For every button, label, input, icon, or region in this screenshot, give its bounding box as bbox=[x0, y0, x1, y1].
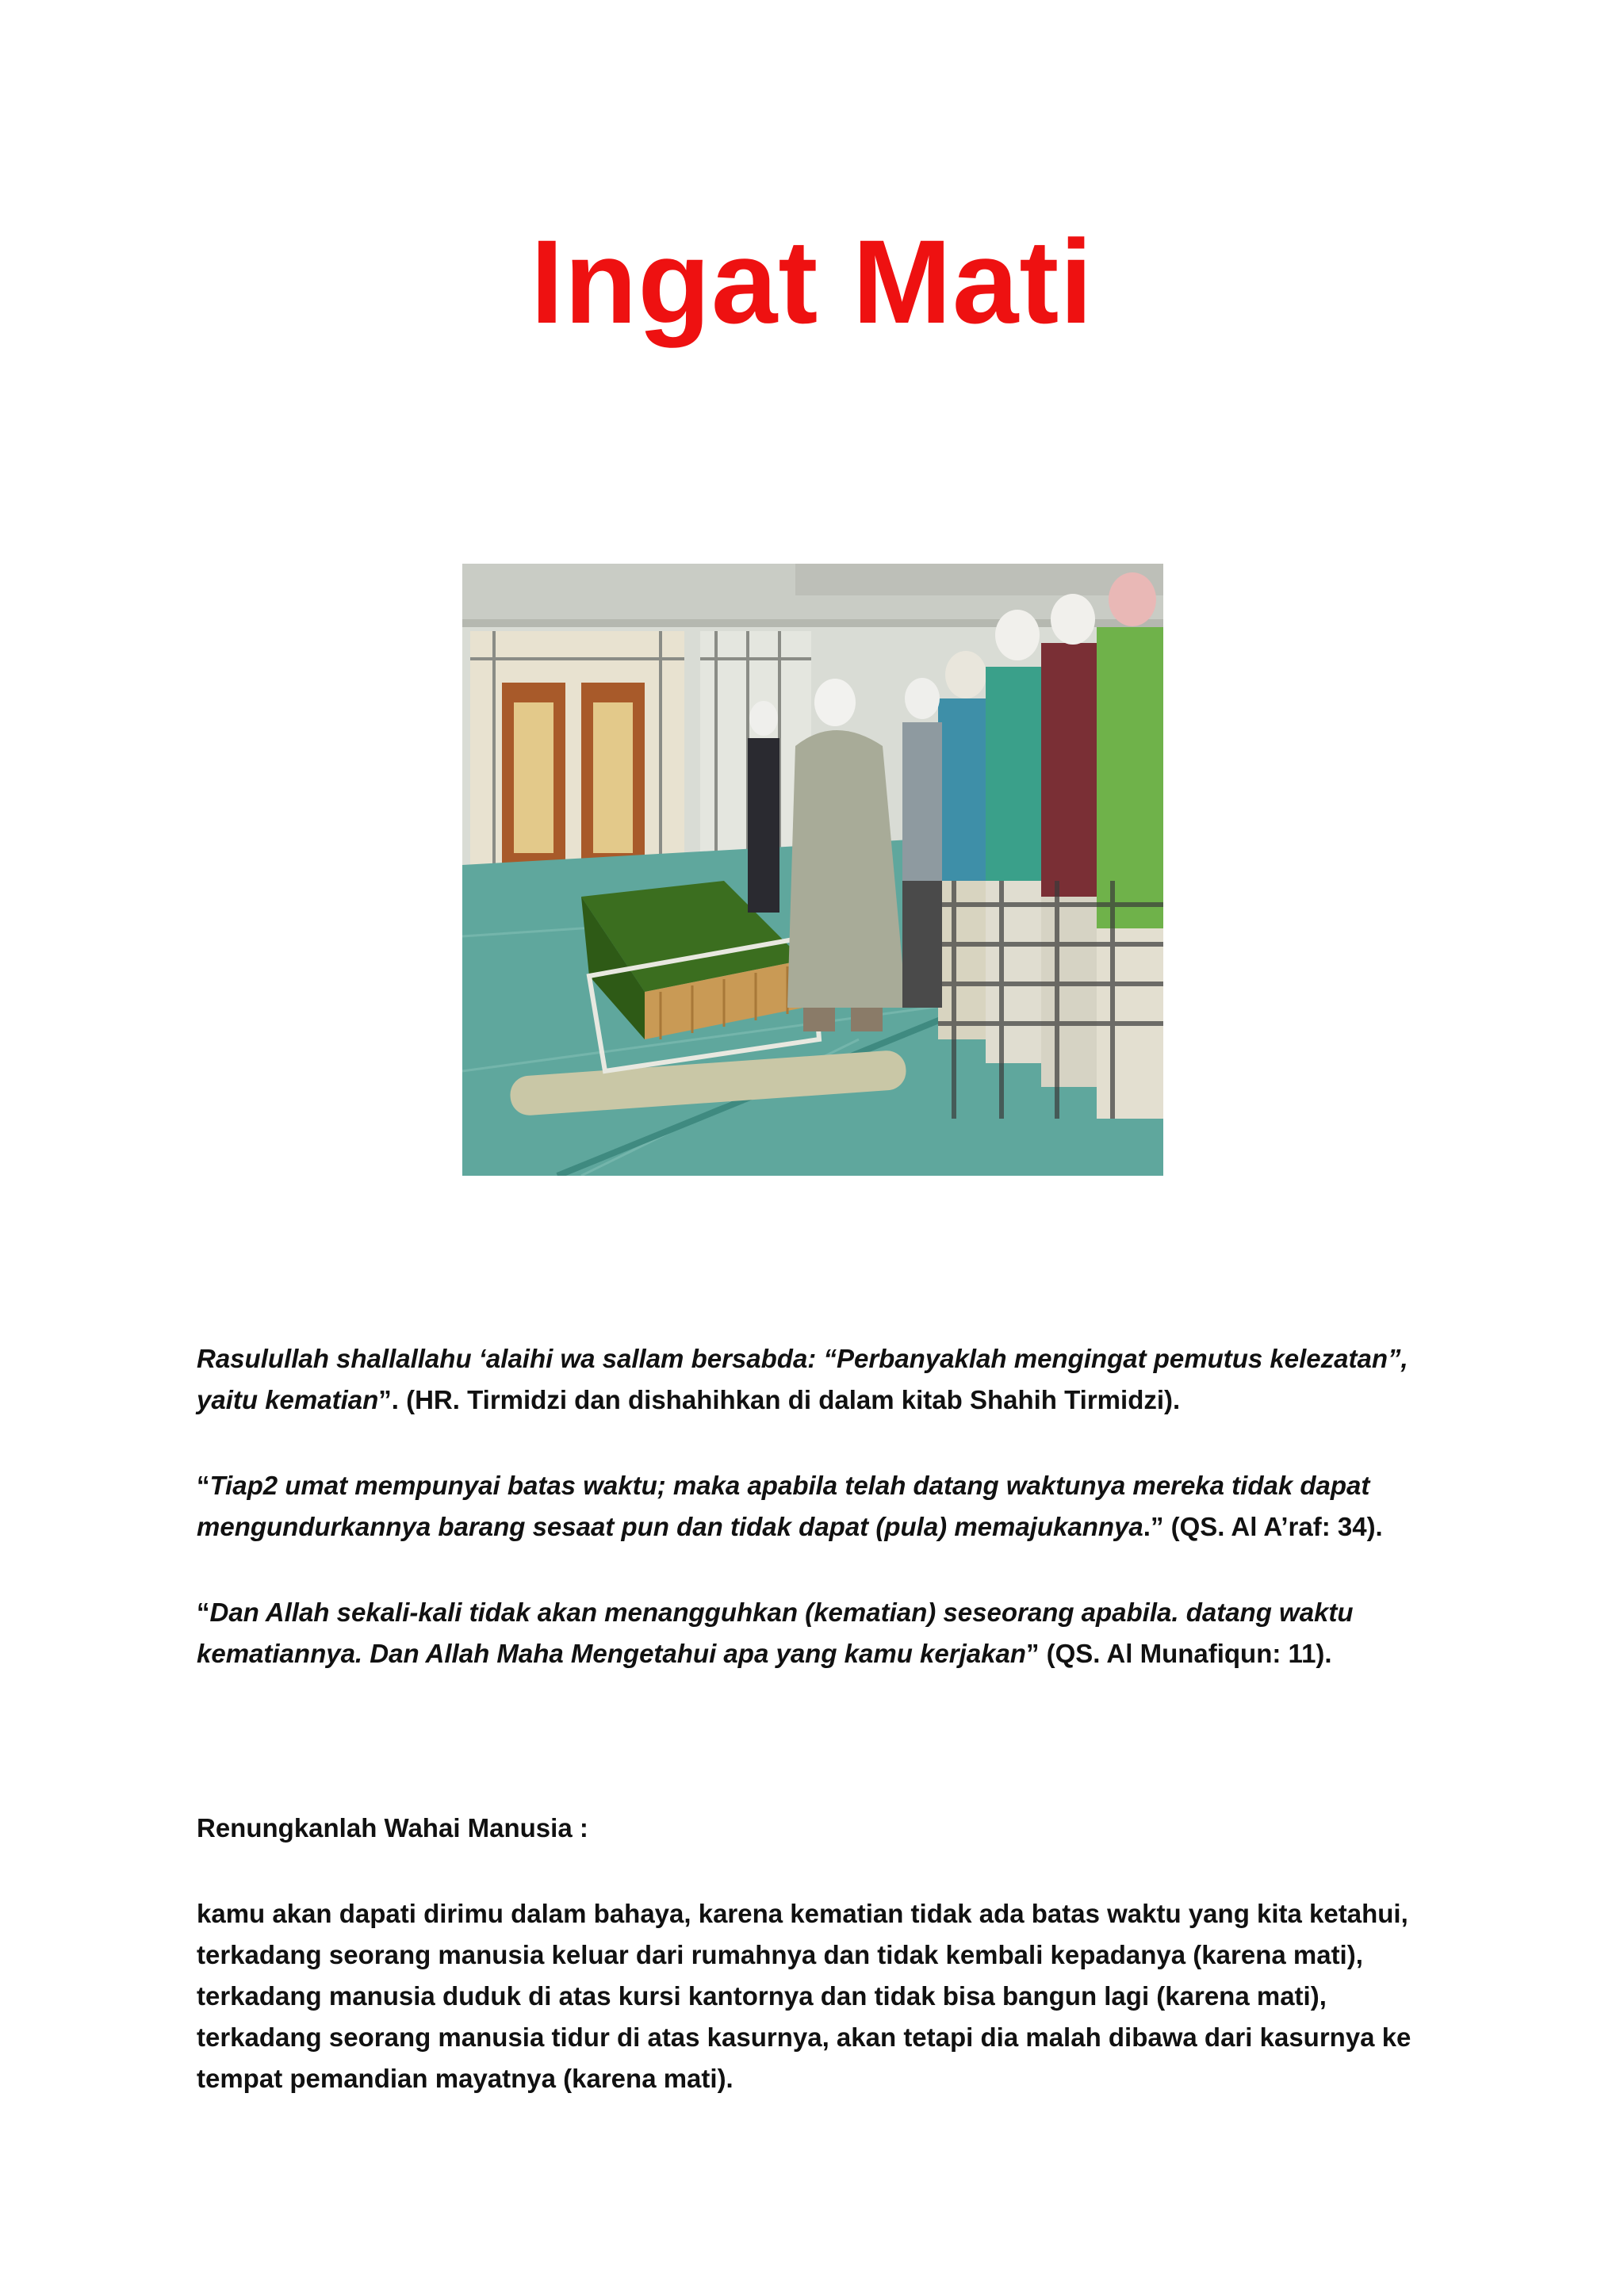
body-line: tempat pemandian mayatnya (karena mati). bbox=[197, 2064, 733, 2093]
quran-quote-munafiqun bbox=[197, 1592, 1465, 1674]
quran-quote-araf-text: Tiap2 umat mempunyai batas waktu; maka apabila telah datang waktunya mereka tidak dapat mengundurkannya barang sesaat pun dan tidak dapat (pula) memajukannya bbox=[197, 1471, 1370, 1541]
quran-quote-munafiqun-source: ” (QS. Al Munafiqun: 11). bbox=[1025, 1639, 1332, 1668]
hadith-quote-text: Rasulullah shallallahu ‘alaihi wa sallam bersabda: “Perbanyaklah mengingat pemutus kelezatan”, yaitu kematian bbox=[197, 1344, 1408, 1414]
body-line: terkadang manusia duduk di atas kursi kantornya dan tidak bisa bangun lagi (karena mati), bbox=[197, 1981, 1327, 2011]
quran-quote-munafiqun-text: Dan Allah sekali-kali tidak akan menangguhkan (kematian) seseorang apabila. datang waktu kematiannya. Dan Allah Maha Mengetahui apa yang kamu kerjakan bbox=[197, 1598, 1354, 1668]
body-line: terkadang seorang manusia keluar dari rumahnya dan tidak kembali kepadanya (karena mati), bbox=[197, 1940, 1363, 1969]
open-quote-mark: “ bbox=[197, 1598, 210, 1627]
quran-quote-araf-source: .” (QS. Al A’raf: 34). bbox=[1143, 1512, 1383, 1541]
quran-quote-araf bbox=[197, 1465, 1465, 1548]
hadith-quote bbox=[197, 1338, 1465, 1421]
section-heading: Renungkanlah Wahai Manusia : bbox=[197, 1813, 588, 1843]
page-title: Ingat Mati bbox=[530, 215, 1094, 348]
body-line: terkadang seorang manusia tidur di atas kasurnya, akan tetapi dia malah dibawa dari kasurnya ke bbox=[197, 2022, 1411, 2052]
open-quote-mark: “ bbox=[197, 1471, 210, 1500]
funeral-prayer-photo bbox=[462, 564, 1163, 1176]
body-line: kamu akan dapati dirimu dalam bahaya, karena kematian tidak ada batas waktu yang kita ketahui, bbox=[197, 1899, 1408, 1928]
hadith-quote-source: ”. (HR. Tirmidzi dan dishahihkan di dalam kitab Shahih Tirmidzi). bbox=[378, 1385, 1181, 1414]
body-paragraph bbox=[197, 1893, 1465, 2099]
